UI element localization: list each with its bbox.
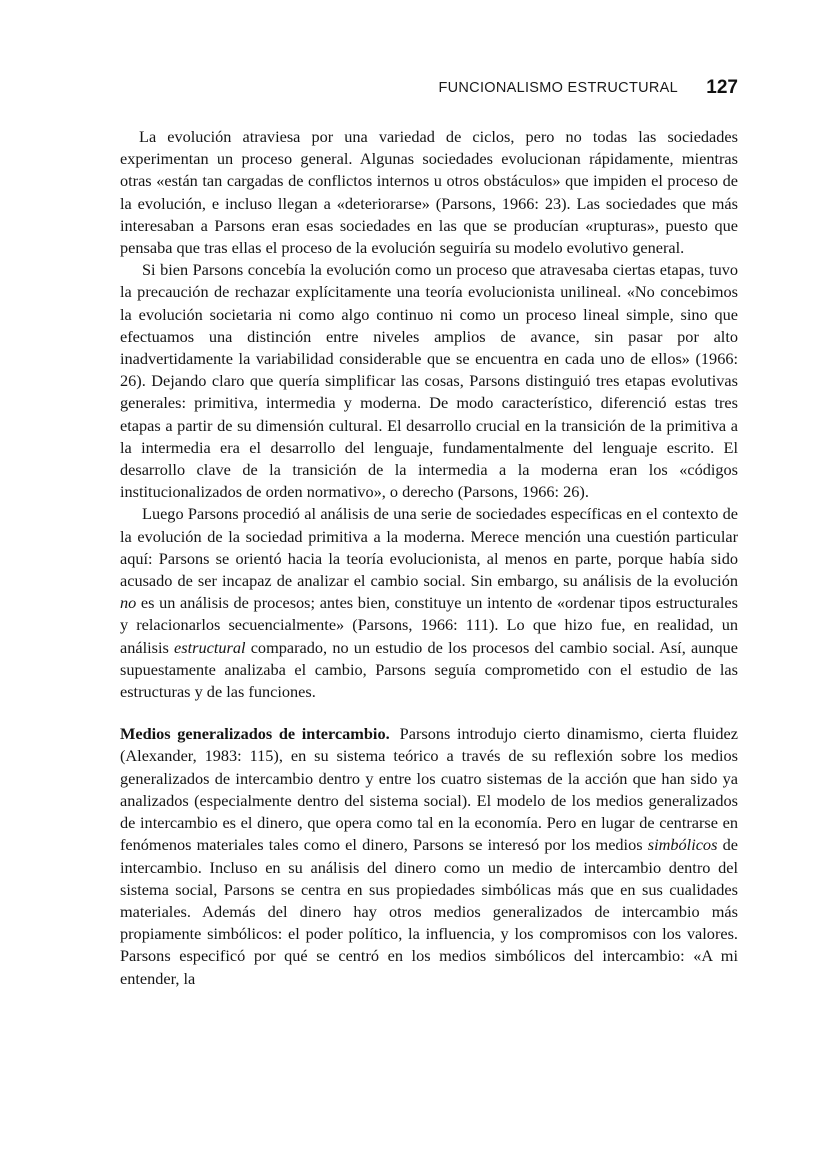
paragraph-text-segment: Luego Parsons procedió al análisis de una serie de sociedades específicas en el contexto de la evolución de la sociedad primitiva a la moderna. Merece mención una cuestión particular aquí: Parsons se orientó hacia la teoría evolucionista, al menos en parte, porque había sido acusado de ser incapaz de analizar el cambio social. Sin embargo, su análisis de la evolución: [120, 504, 738, 591]
section-generalized-media: [120, 723, 738, 989]
emphasis-text: simbólicos: [647, 835, 718, 855]
paragraph-text-segment: de intercambio. Incluso en su análisis del dinero como un medio de intercambio dentro del sistema social, Parsons se centra en sus propiedades simbólicas más que en sus cualidades materiales. Además del dinero hay otros medios generalizados de intercambio más propiamente simbólicos: el poder político, la influencia, y los compromisos con los valores. Parsons especificó por qué se centró en los medios simbólicos del intercambio: «A mi entender, la: [120, 835, 738, 988]
paragraph-structural-analysis: [120, 503, 738, 703]
paragraph-text-segment: comparado, no un estudio de los procesos del cambio social. Así, aunque supuestamente analizaba el cambio, Parsons seguía comprometido con el estudio de las estructuras y de las funciones.: [120, 637, 738, 702]
section-heading: Medios generalizados de intercambio.: [120, 724, 390, 744]
paragraph-text-segment: es un análisis de procesos; antes bien, constituye un intento de «ordenar tipos estructurales y relacionarlos secuencialmente» (Parsons, 1966: 111). Lo que hizo fue, en realidad, un análisis: [120, 593, 738, 657]
paragraph-text-segment: Parsons introdujo cierto dinamismo, cierta fluidez (Alexander, 1983: 115), en su sistema teórico a través de su reflexión sobre los medios generalizados de intercambio dentro y entre los cuatro sistemas de la acción que han sido ya analizados (especialmente dentro del sistema social). El modelo de los medios generalizados de intercambio es el dinero, que opera como tal en la economía. Pero en lugar de centrarse en fenómenos materiales tales como el dinero, Parsons se interesó por los medios: [120, 724, 738, 855]
paragraph-evolution-cycles: La evolución atraviesa por una variedad de ciclos, pero no todas las sociedades experimentan un proceso general. Algunas sociedades evolucionan rápidamente, mientras otras «están tan cargadas de conflictos internos u otros obstáculos» que impiden el proceso de la evolución, e incluso llegan a «deteriorarse» (Parsons, 1966: 23). Las sociedades que más interesaban a Parsons eran esas sociedades en las que se producían «rupturas», puesto que pensaba que tras ellas el proceso de la evolución seguiría su modelo evolutivo general.: [120, 127, 738, 258]
emphasis-text: estructural: [174, 637, 246, 657]
running-head: [120, 79, 738, 101]
running-title: FUNCIONALISMO ESTRUCTURAL: [438, 80, 678, 96]
emphasis-text: no: [120, 593, 137, 613]
body-text: [120, 126, 738, 990]
paragraph-evolutionary-stages: Si bien Parsons concebía la evolución como un proceso que atravesaba ciertas etapas, tuvo la precaución de rechazar explícitamente una teoría evolucionista unilineal. «No concebimos la evolución societaria ni como algo continuo ni como un proceso lineal simple, sino que efectuamos una distinción entre niveles amplios de avance, sin pasar por alto inadvertidamente la variabilidad considerable que se encuentra en cada uno de ellos» (1966: 26). Dejando claro que quería simplificar las cosas, Parsons distinguió tres etapas evolutivas generales: primitiva, intermedia y moderna. De modo característico, diferenció estas tres etapas a partir de su dimensión cultural. El desarrollo crucial en la transición de la primitiva a la intermedia era el desarrollo del lenguaje, fundamentalmente del lenguaje escrito. El desarrollo clave de la transición de la intermedia a la moderna eran los «códigos institucionalizados de orden normativo», o derecho (Parsons, 1966: 26).: [120, 260, 738, 502]
page-number: 127: [706, 77, 738, 98]
